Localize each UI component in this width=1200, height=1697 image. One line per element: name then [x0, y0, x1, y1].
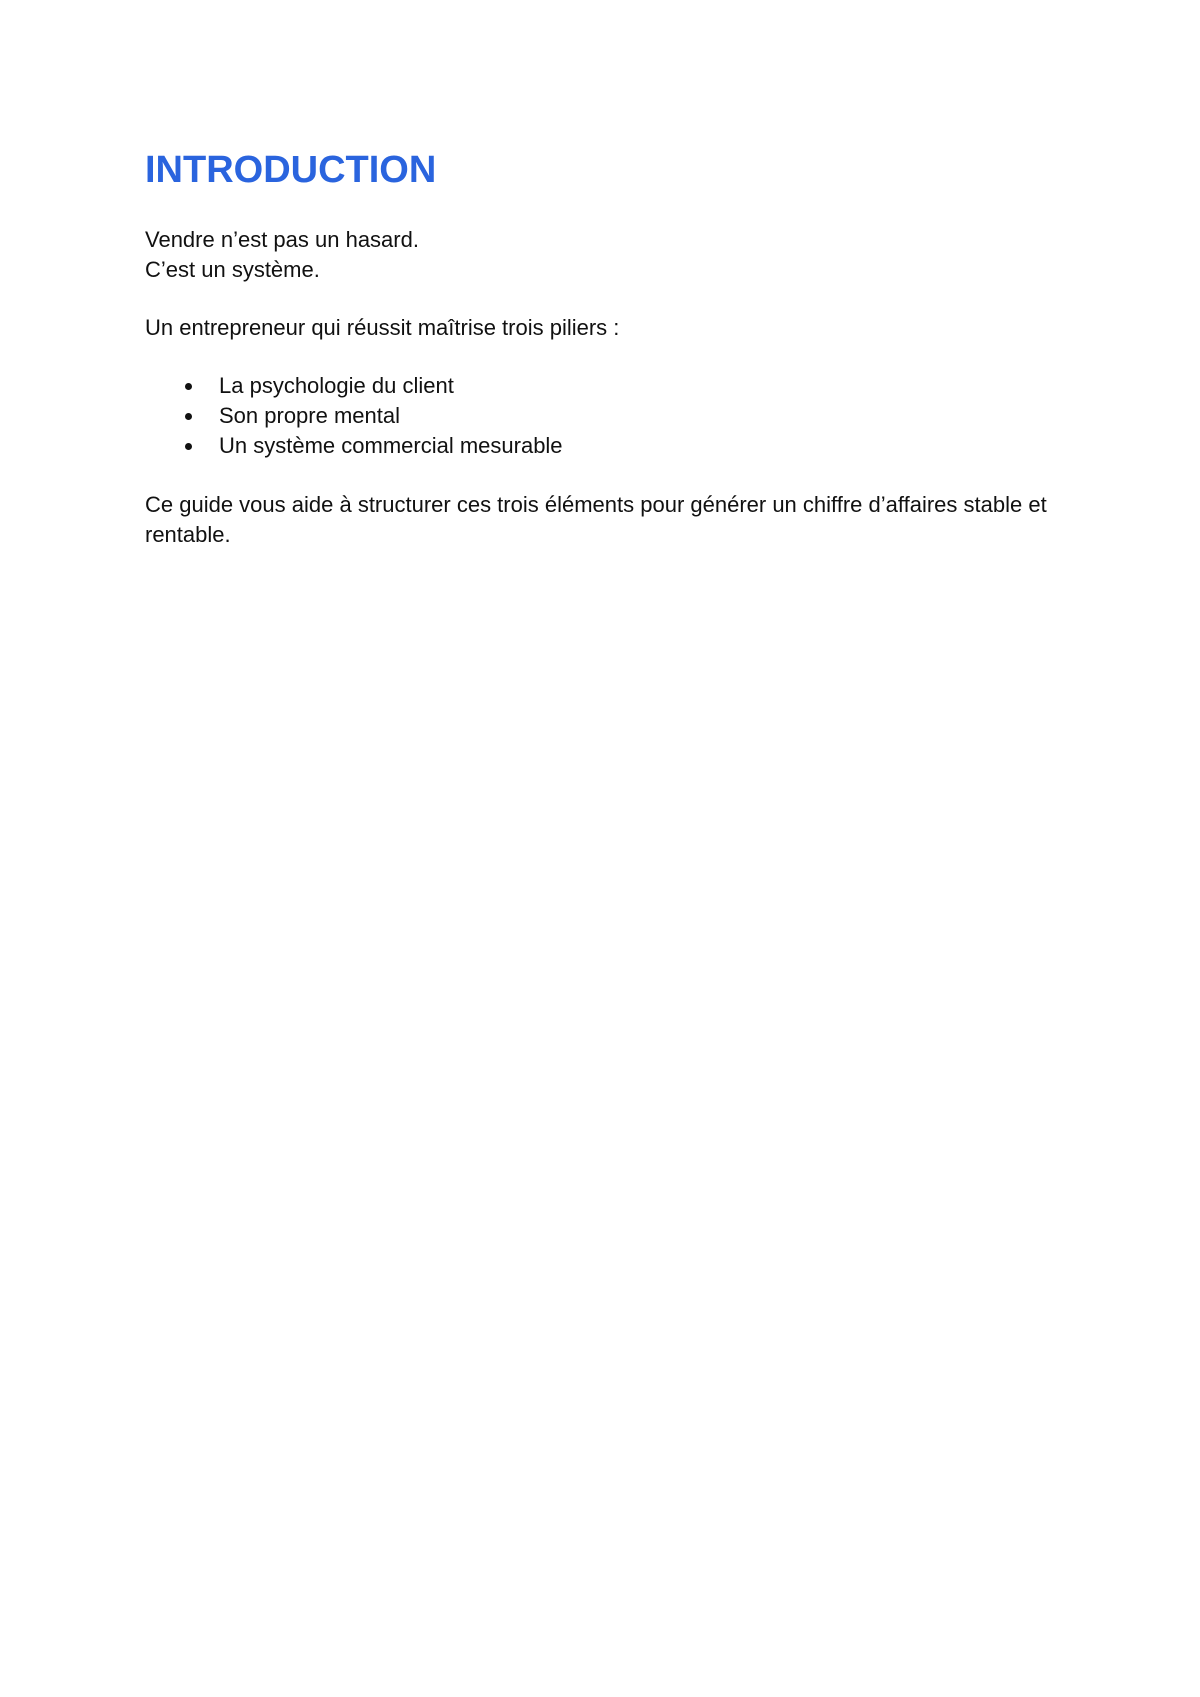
pillars-intro: Un entrepreneur qui réussit maîtrise trois piliers : — [145, 315, 620, 340]
intro-line: C’est un système. — [145, 257, 320, 282]
bullet-icon — [185, 383, 192, 390]
list-item-text: La psychologie du client — [219, 373, 454, 398]
list-item-text: Un système commercial mesurable — [219, 433, 563, 458]
bullet-icon — [185, 413, 192, 420]
section-heading: INTRODUCTION — [145, 149, 437, 191]
intro-line: Vendre n’est pas un hasard. — [145, 227, 419, 252]
pillars-list — [145, 371, 1085, 461]
page-content — [145, 140, 1085, 550]
list-item-text: Son propre mental — [219, 403, 400, 428]
conclusion-paragraph: Ce guide vous aide à structurer ces trois éléments pour générer un chiffre d’affaires stable et rentable. — [145, 492, 1047, 547]
intro-paragraph — [145, 225, 1085, 285]
bullet-icon — [185, 443, 192, 450]
list-item — [145, 401, 1085, 431]
list-item — [145, 371, 1085, 401]
list-item — [145, 431, 1085, 461]
